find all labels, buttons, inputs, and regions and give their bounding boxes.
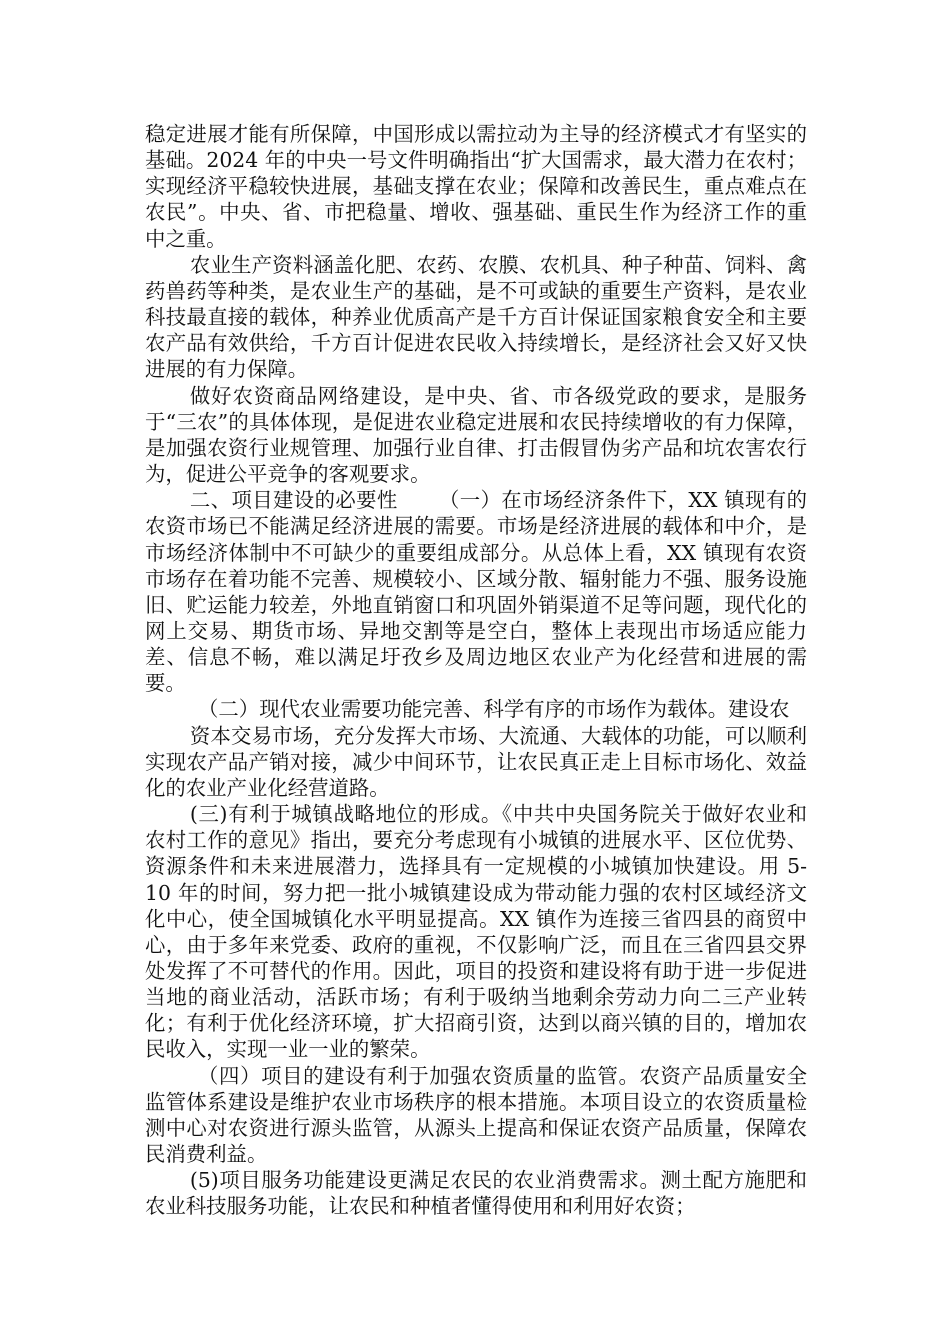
- body-text: [145, 121, 820, 1220]
- paragraph-capital-market: 资本交易市场，充分发挥大市场、大流通、大载体的功能，可以顺利实现农产品产销对接，减少中间环节，让农民真正走上目标市场化、效益化的农业产业化经营道路。: [145, 723, 807, 800]
- paragraph-demand-economy: 稳定进展才能有所保障，中国形成以需拉动为主导的经济模式才有坚实的基础。2024 年的中央一号文件明确指出“扩大国需求，最大潜力在农村； 实现经济平稳较快进展，基础支撑在农业；保障和改善民生，重点难点在农民”。中央、省、市把稳量、增收、强基础、重民生作为经济工作的重中之重。: [145, 122, 820, 251]
- paragraph-necessity-one: 二、项目建设的必要性 （一）在市场经济条件下，XX 镇现有的农资市场已不能满足经济进展的需要。市场是经济进展的载体和中介，是市场经济体制中不可缺少的重要组成部分。从总体上看，XX 镇现有农资市场存在着功能不完善、规模较小、区域分散、辐射能力不强、服务设施旧、贮运能力较差，外地直销窗口和巩固外销渠道不足等问题，现代化的网上交易、期货市场、异地交割等是空白，整体上表现出市场适应能力差、信息不畅，难以满足圩孜乡及周边地区农业产为化经营和进展的需要。: [145, 488, 807, 696]
- paragraph-agri-materials: 农业生产资料涵盖化肥、农药、农膜、农机具、种子种苗、饲料、禽药兽药等种类，是农业生产的基础，是不可或缺的重要生产资料，是农业科技最直接的载体，种养业优质高产是千方百计保证国家粮食安全和主要农产品有效供给，千方百计促进农民收入持续增长，是经济社会又好又快进展的有力保障。: [145, 252, 807, 382]
- paragraph-necessity-four: （四）项目的建设有利于加强农资质量的监管。农资产品质量安全 监管体系建设是维护农业市场秩序的根本措施。本项目设立的农资质量检测中心对农资进行源头监管，从源头上提高和保证农资产品质量，保障农民消费利益。: [145, 1063, 814, 1167]
- paragraph-necessity-three: (三)有利于城镇战略地位的形成。《中共中央国务院关于做好农业和农村工作的意见》指出，要充分考虑现有小城镇的进展水平、区位优势、资源条件和未来进展潜力，选择具有一定规模的小城镇加快建设。用 5-10 年的时间，努力把一批小城镇建设成为带动能力强的农村区域经济文化中心，使全国城镇化水平明显提高。XX 镇作为连接三省四县的商贸中心，由于多年来党委、政府的重视，不仅影响广泛，而且在三省四县交界处发挥了不可替代的作用。因此，项目的投资和建设将有助于进一步促进当地的商业活动，活跃市场；有利于吸纳当地剩余劳动力向二三产业转化；有利于优化经济环境，扩大招商引资，达到以商兴镇的目的，增加农民收入，实现一业一业的繁荣。: [145, 802, 807, 1062]
- paragraph-network-building: 做好农资商品网络建设，是中央、省、市各级党政的要求，是服务于“三农”的具体体现，是促进农业稳定进展和农民持续增收的有力保障，是加强农资行业规管理、加强行业自律、打击假冒伪劣产品和坑农害农行为，促进公平竞争的客观要求。: [145, 383, 807, 487]
- paragraph-necessity-five: (5)项目服务功能建设更满足农民的农业消费需求。测土配方施肥和农业科技服务功能，让农民和种植者懂得使用和利用好农资；: [145, 1168, 807, 1219]
- paragraph-necessity-two: （二）现代农业需要功能完善、科学有序的市场作为载体。建设农: [198, 697, 790, 722]
